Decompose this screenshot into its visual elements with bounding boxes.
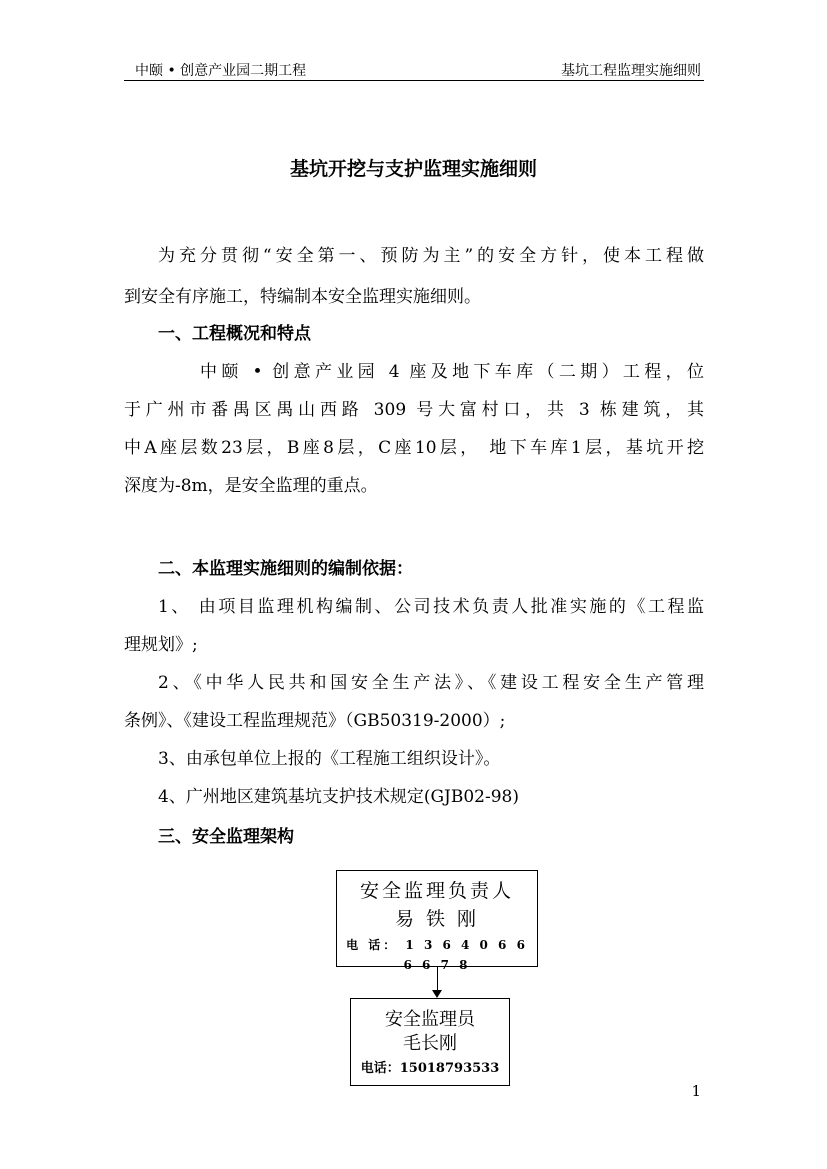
arrow-down-icon <box>432 990 442 998</box>
page-number: 1 <box>691 1082 701 1100</box>
section-1-line-1: 中颐 • 创意产业园 4 座及地下车库（二期）工程，位 <box>200 362 704 382</box>
intro-line-2: 到安全有序施工，特编制本安全监理实施细则。 <box>124 287 481 307</box>
org-supervisor-name: 毛长刚 <box>403 1033 457 1054</box>
org-supervisor-role: 安全监理员 <box>385 1009 475 1030</box>
header-left-text: 中颐 • 创意产业园二期工程 <box>135 63 307 79</box>
section-2-item-1-line-1: 1、 由项目监理机构编制、公司技术负责人批准实施的《工程监 <box>158 597 704 617</box>
header-divider <box>124 80 704 81</box>
org-box-supervisor-head <box>336 870 538 972</box>
section-1-line-4: 深度为-8m，是安全监理的重点。 <box>124 476 378 496</box>
section-3-heading: 三、安全监理架构 <box>158 827 294 847</box>
section-1-heading: 一、工程概况和特点 <box>158 324 311 344</box>
org-box-supervisor <box>350 998 510 1086</box>
section-2-item-3: 3、由承包单位上报的《工程施工组织设计》。 <box>158 749 501 769</box>
section-2-heading: 二、本监理实施细则的编制依据： <box>158 559 413 579</box>
header-right-text: 基坑工程监理实施细则 <box>561 63 701 79</box>
section-1 <box>124 317 704 503</box>
org-head-role: 安全监理负责人 <box>359 880 514 902</box>
section-2-item-2-line-2: 条例》、《建设工程监理规范》（GB50319-2000）; <box>124 711 506 731</box>
org-head-phone: 电 话： 1 3 6 4 0 6 6 6 6 7 8 <box>346 938 528 972</box>
section-1-line-3: 中A座层数23层，B座8层，C座10层， 地下车库1层，基坑开挖 <box>124 438 704 458</box>
org-supervisor-phone: 电话：15018793533 <box>360 1061 500 1076</box>
section-2 <box>124 552 704 814</box>
section-2-item-1-line-2: 理规划》; <box>124 635 198 655</box>
intro-line-1: 为充分贯彻“安全第一、预防为主”的安全方针，使本工程做 <box>158 246 704 266</box>
section-1-line-2: 于广州市番禺区禺山西路 309 号大富村口，共 3 栋建筑，其 <box>124 400 704 420</box>
document-title: 基坑开挖与支护监理实施细则 <box>289 158 537 180</box>
org-head-name: 易 铁 刚 <box>394 908 480 930</box>
intro-paragraph <box>124 239 704 314</box>
section-3 <box>124 820 704 854</box>
section-2-item-4: 4、广州地区建筑基坑支护技术规定(GJB02-98) <box>158 787 519 807</box>
org-connector-line <box>437 967 438 991</box>
section-2-item-2-line-1: 2、《中华人民共和国安全生产法》、《建设工程安全生产管理 <box>158 673 704 693</box>
